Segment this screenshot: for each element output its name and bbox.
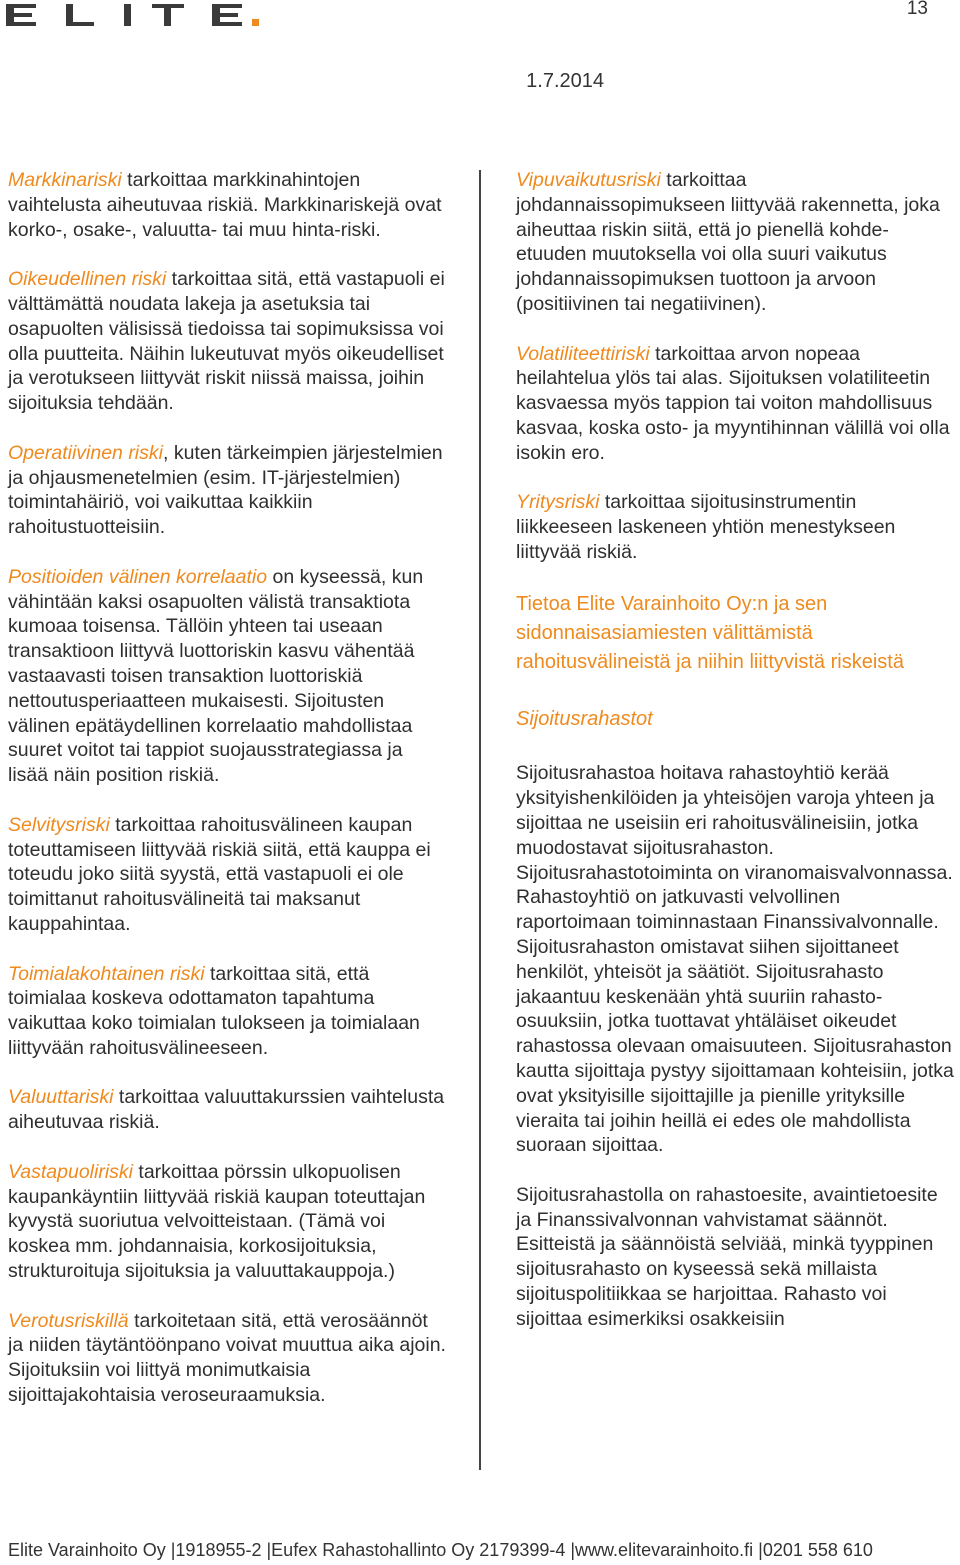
term: Oikeudellinen riski [8,268,167,291]
column-divider [479,170,481,1470]
definition: tarkoittaa arvon nopeaa heilahtelua ylös tai alas. Sijoituksen volatiliteetin kasvaessa myös tappion tai voiton mahdollisuus kasvaa, koska osto- ja myyntihinnan välillä voi olla isokin ero. [516,342,950,464]
definition: tarkoittaa sijoitusinstrumentin liikkeeseen laskeneen yhtiön menestykseen liittyvää riskiä. [516,491,896,563]
paragraph-operatiivinen-riski [8,441,448,540]
left-column [8,168,448,1433]
definition: tarkoittaa rahoitusvälineen kaupan toteuttamiseen liittyvää riskiä siitä, että kauppa ei toteudu joko siitä syystä, että vastapuoli ei ole toimittanut rahoitusvälineitä tai maksanut kauppahintaa. [8,813,431,935]
definition: tarkoittaa valuuttakurssien vaihtelusta aiheutuvaa riskiä. [8,1086,445,1134]
paragraph-yritysriski [516,490,956,564]
definition: tarkoittaa sitä, että vastapuoli ei välttämättä noudata lakeja ja asetuksia tai osapuolten välisissä tiedoissa tai sopimuksissa voi olla puutteita. Näihin lukeutuvat myös oikeudelliset ja verotukseen liittyvät riskit niissä maissa, joihin sijoituksia tehdään. [8,268,445,415]
paragraph-volatiliteettiriski [516,342,956,466]
definition: tarkoitetaan sitä, että verosäännöt ja niiden täytäntöönpano voivat muuttua aika ajoin. Sijoituksiin voi liittyä monimutkaisia sijoittajakohtaisia veroseuraamuksia. [8,1309,446,1407]
definition: tarkoittaa sitä, että toimialaa koskeva odottamaton tapahtuma vaikuttaa koko toimialan tulokseen ja toimialaan liittyvään rahoitusvälineeseen. [8,962,420,1059]
paragraph-vastapuoliriski [8,1160,448,1284]
section-heading: Tietoa Elite Varainhoito Oy:n ja sen sidonnaisasiamiesten välittämistä rahoitusvälineistä ja niihin liittyvistä riskeistä [516,592,904,673]
body-paragraph: Sijoitusrahastoa hoitava rahastoyhtiö kerää yksityishenkilöiden ja yhteisöjen varoja yhteen ja sijoittaa ne useisiin eri rahoitusvälineisiin, jotka muodostavat sijoitusrahaston. Sijoitusrahastotoiminta on viranomaisvalvonnassa. Rahastoyhtiö on jatkuvasti velvollinen raportoimaan toiminnastaan Finanssivalvonnalle. Sijoitusrahaston omistavat siihen sijoittaneet henkilöt, yhteisöt ja säätiöt. Sijoitusrahasto jakaantuu keskenään yhtä suuriin rahasto-osuuksiin, jotka tuottavat yhtäläiset oikeudet rahastossa olevaan omaisuuteen. Sijoitusrahaston kautta sijoittaja pystyy sijoittamaan kohteisiin, jotka ovat yksityisille sijoittajille ja pienille yrityksille vieraita tai joihin heillä ei edes ole mahdollista suoraan sijoittaa. [516,762,954,1157]
paragraph-toimialakohtainen-riski [8,962,448,1061]
term: Vipuvaikutusriski [516,169,661,191]
paragraph-korrelaatio [8,565,448,788]
definition: tarkoittaa markkinahintojen vaihtelusta aiheutuvaa riskiä. Markkinariskejä ovat korko-, osake-, valuutta- tai muu hinta-riski. [8,169,442,241]
term: Vastapuoliriski [8,1160,133,1183]
right-column [516,168,956,1356]
body-paragraph: Sijoitusrahastolla on rahastoesite, avaintietoesite ja Finanssivalvonnan vahvistamat säännöt. Esitteistä ja säännöistä selviää, minkä tyyppinen sijoitusrahasto on kyseessä sekä millaista sijoituspolitiikkaa se harjoittaa. Rahasto voi sijoittaa esimerkiksi osakkeisiin [516,1183,938,1330]
term: Valuuttariski [8,1086,114,1109]
document-date: 1.7.2014 [526,70,604,92]
definition: on kyseessä, kun vähintään kaksi osapuolten välistä transaktiota kumoaa toisensa. Tällöin yhteen tai useaan transaktioon liittyvä luottoriskin kasvu vähentää vastaavasti toisen transaktion luottoriskiä nettoutusperiaatteen mukaisesti. Sijoitusten välinen epätäydellinen korrelaatio mahdollistaa suuret voitot tai tappiot suojausstrategiassa ja lisää näin position riskiä. [8,565,424,787]
definition: , kuten tärkeimpien järjestelmien ja ohjausmenetelmien (esim. IT-järjestelmien) toimintahäiriö, voi vaikuttaa kaikkiin rahoitustuotteisiin. [8,441,443,539]
paragraph-valuuttariski [8,1085,448,1135]
term: Positioiden välinen korrelaatio [8,565,268,588]
page-number: 13 [906,0,928,19]
subheading-sijoitusrahastot: Sijoitusrahastot [516,707,653,730]
paragraph-markkinariski [8,168,448,242]
definition: tarkoittaa pörssin ulkopuolisen kaupankäyntiin liittyvää riskiä kaupan toteuttajan kyvystä suoriutua velvoitteistaan. (Tämä voi koskea mm. johdannaisia, korkosijoituksia, strukturoituja sijoituksia ja valuuttakauppoja.) [8,1160,426,1283]
paragraph-oikeudellinen-riski [8,267,448,416]
term: Toimialakohtainen riski [8,962,205,985]
paragraph-vipuvaikutusriski [516,168,956,317]
definition: tarkoittaa johdannaissopimukseen liittyvää rakennetta, joka aiheuttaa riskin siitä, että jo pienellä kohde-etuuden muutoksella voi olla suuri vaikutus johdannaissopimuksen tuottoon ja arvoon (positiivinen tai negatiivinen). [516,169,940,315]
paragraph-verotusriski [8,1309,448,1408]
term: Markkinariski [8,169,122,191]
term: Yritysriski [516,491,600,514]
elite-logo [6,0,266,30]
term: Volatiliteettiriski [516,342,650,365]
term: Operatiivinen riski [8,441,163,464]
term: Verotusriskillä [8,1309,129,1332]
paragraph-selvitysriski [8,813,448,937]
term: Selvitysriski [8,813,110,836]
footer-contact: Elite Varainhoito Oy |1918955-2 |Eufex Rahastohallinto Oy 2179399-4 |www.elitevarainhoito.fi |0201 558 610 [8,1540,873,1560]
